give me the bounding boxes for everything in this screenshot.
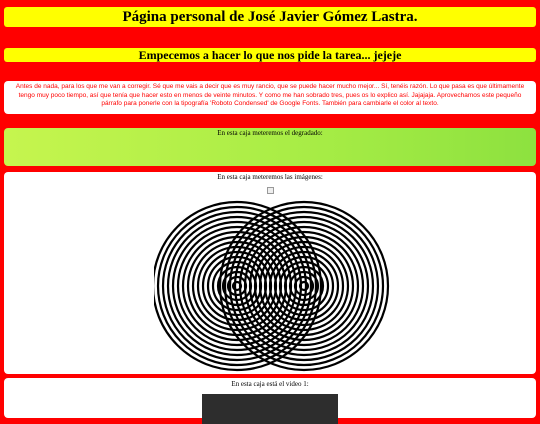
images-box: [4, 172, 536, 374]
gradient-box-label: En esta caja meteremos el degradado:: [217, 129, 323, 137]
intro-box: [4, 81, 536, 114]
page-title: Página personal de José Javier Gómez Lastra.: [122, 8, 418, 25]
broken-image-icon: [267, 187, 274, 194]
video-player[interactable]: [202, 394, 338, 424]
subtitle-box: [4, 48, 536, 62]
intro-paragraph: Antes de nada, para los que me van a corregir. Sé que me vais a decir que es muy rancio, que se puede hacer mucho mejor... Sí, tenéis razón. Lo que pasa es que últimamente tengo muy poco tiempo, así que tenía que hacer esto en menos de veinte minutos. Y como me han sobrado tres, pues os lo explico así. Jajajaja. Aprovechamos este pequeño párrafo para ponerle con la tipografía 'Roboto Condensed' de Google Fonts. También para cambiarle el color al texto.: [15, 83, 525, 107]
images-box-label: En esta caja meteremos las imágenes:: [217, 173, 323, 181]
concentric-circles-image: [154, 200, 390, 372]
video-box: [4, 378, 536, 418]
video-box-label: En esta caja está el video 1:: [231, 380, 309, 388]
right-ring: [225, 207, 383, 365]
gradient-box: [4, 128, 536, 166]
page-subtitle: Empecemos a hacer lo que nos pide la tarea... jejeje: [138, 47, 402, 62]
page-title-box: [4, 7, 536, 27]
left-ring: [158, 207, 316, 365]
